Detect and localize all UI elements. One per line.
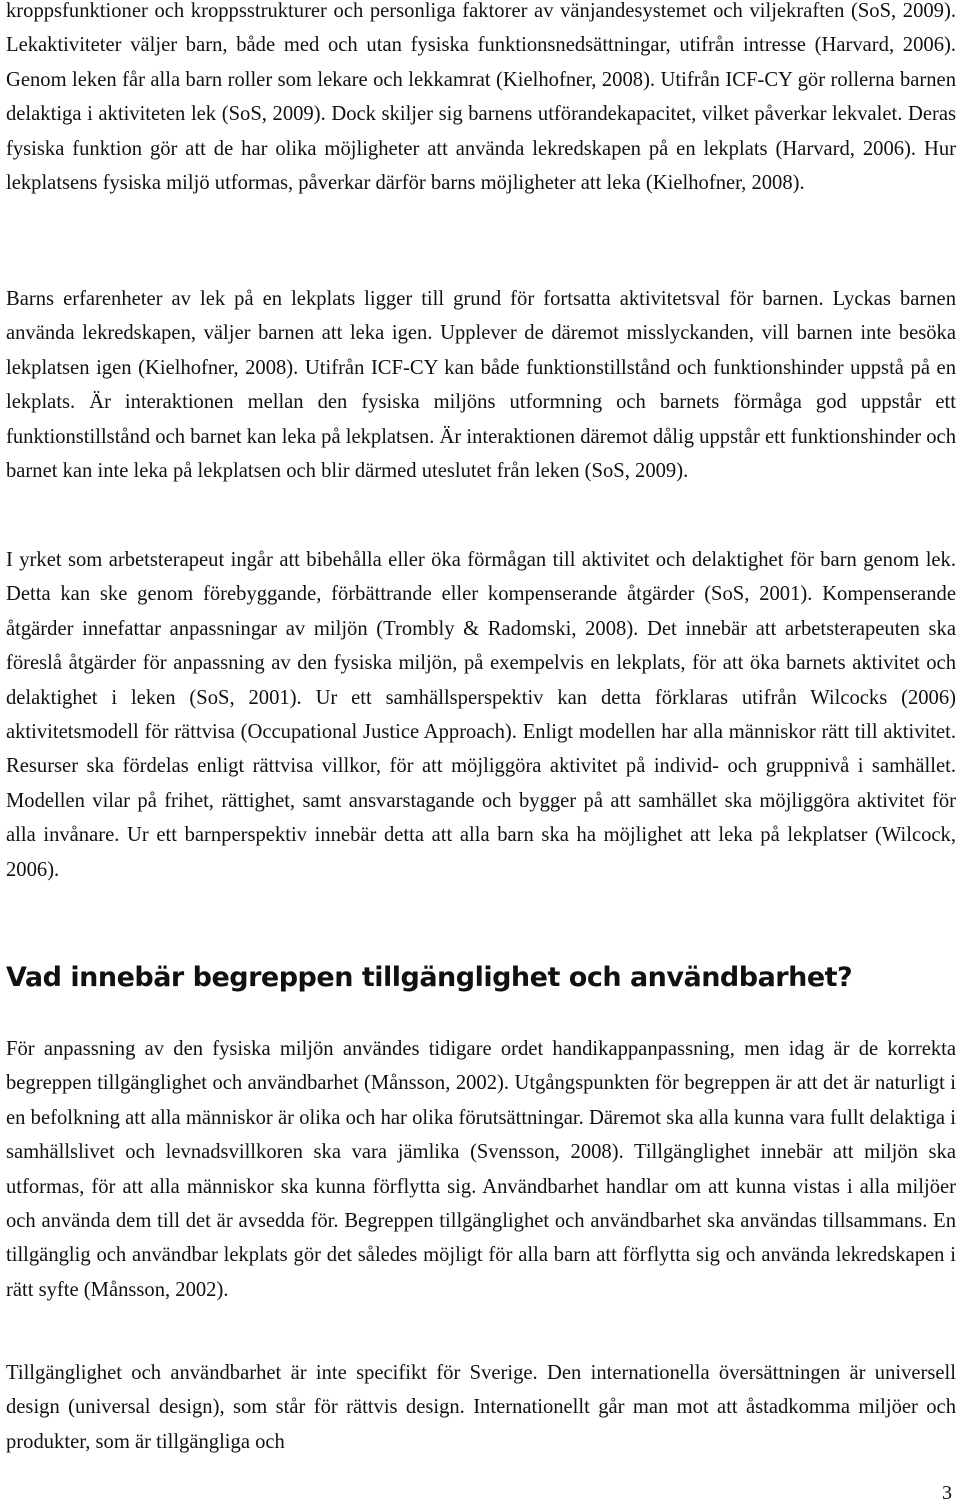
- body-paragraph-5: Tillgänglighet och användbarhet är inte specifikt för Sverige. Den internationella översättningen är universell design (universal design), som står för rättvis design. Internationellt går man mot att åstadkomma miljöer och produkter, som är tillgängliga och: [6, 1362, 956, 1453]
- body-paragraph-1: kroppsfunktioner och kroppsstrukturer och personliga faktorer av vänjandesystemet och viljekraften (SoS, 2009). Lekaktiviteter väljer barn, både med och utan fysiska funktionsnedsättningar, utifrån intresse (Harvard, 2006). Genom leken får alla barn roller som lekare och lekkamrat (Kielhofner, 2008). Utifrån ICF-CY gör rollerna barnen delaktiga i aktiviteten lek (SoS, 2009). Dock skiljer sig barnens utförandekapacitet, vilket påverkar lekvalet. Deras fysiska funktion gör att de har olika möjligheter att använda lekredskapen på en lekplats (Harvard, 2006). Hur lekplatsens fysiska miljö utformas, påverkar därför barns möjligheter att leka (Kielhofner, 2008).: [6, 0, 956, 195]
- body-paragraph-3: I yrket som arbetsterapeut ingår att bibehålla eller öka förmågan till aktivitet och delaktighet för barn genom lek. Detta kan ske genom förebyggande, förbättrande eller kompenserande åtgärder (SoS, 2001). Kompenserande åtgärder innefattar anpassningar av miljön (Trombly & Radomski, 2008). Det innebär att arbetsterapeuten ska föreslå åtgärder för anpassning av den fysiska miljön, på exempelvis en lekplats, för att öka barnets aktivitet och delaktighet i leken (SoS, 2001). Ur ett samhällsperspektiv kan detta förklaras utifrån Wilcocks (2006) aktivitetsmodell för rättvisa (Occupational Justice Approach). Enligt modellen har alla människor rätt till aktivitet. Resurser ska fördelas enligt rättvisa villkor, för att möjliggöra aktivitet på individ- och gruppnivå i samhället. Modellen vilar på frihet, rättighet, samt ansvarstagande och bygger på att samhället ska möjliggöra aktivitet för alla invånare. Ur ett barnperspektiv innebär detta att alla barn ska ha möjlighet att leka på lekplatser (Wilcock, 2006).: [6, 549, 956, 881]
- body-paragraph-2: Barns erfarenheter av lek på en lekplats ligger till grund för fortsatta aktivitetsval för barnen. Lyckas barnen använda lekredskapen, väljer barnen att leka igen. Upplever de däremot misslyckanden, vill barnen inte besöka lekplatsen igen (Kielhofner, 2008). Utifrån ICF-CY kan både funktionstillstånd och funktionshinder uppstå på en lekplats. Är interaktionen mellan den fysiska miljöns utformning och barnets förmåga god uppstår ett funktionstillstånd och barnet kan leka på lekplatsen. Är interaktionen däremot dålig uppstår ett funktionshinder och barnet kan inte leka på lekplatsen och blir därmed uteslutet från leken (SoS, 2009).: [6, 288, 956, 483]
- section-heading: Vad innebär begreppen tillgänglighet och användbarhet?: [6, 962, 853, 993]
- page-number: 3: [942, 1482, 952, 1504]
- body-paragraph-4: För anpassning av den fysiska miljön användes tidigare ordet handikappanpassning, men idag är de korrekta begreppen tillgänglighet och användbarhet (Månsson, 2002). Utgångspunkten för begreppen är att det är naturligt i en befolkning att alla människor är olika och har olika förutsättningar. Däremot ska alla kunna vara fullt delaktiga i samhällslivet och levnadsvillkoren ska vara jämlika (Svensson, 2008). Tillgänglighet innebär att miljön ska utformas, för att alla människor ska kunna förflytta sig. Användbarhet handlar om att kunna vistas i alla miljöer och använda dem till det är avsedda för. Begreppen tillgänglighet och användbarhet ska användas tillsammans. En tillgänglig och användbar lekplats gör det således möjligt för alla barn att förflytta sig och använda lekredskapen i rätt syfte (Månsson, 2002).: [6, 1038, 956, 1301]
